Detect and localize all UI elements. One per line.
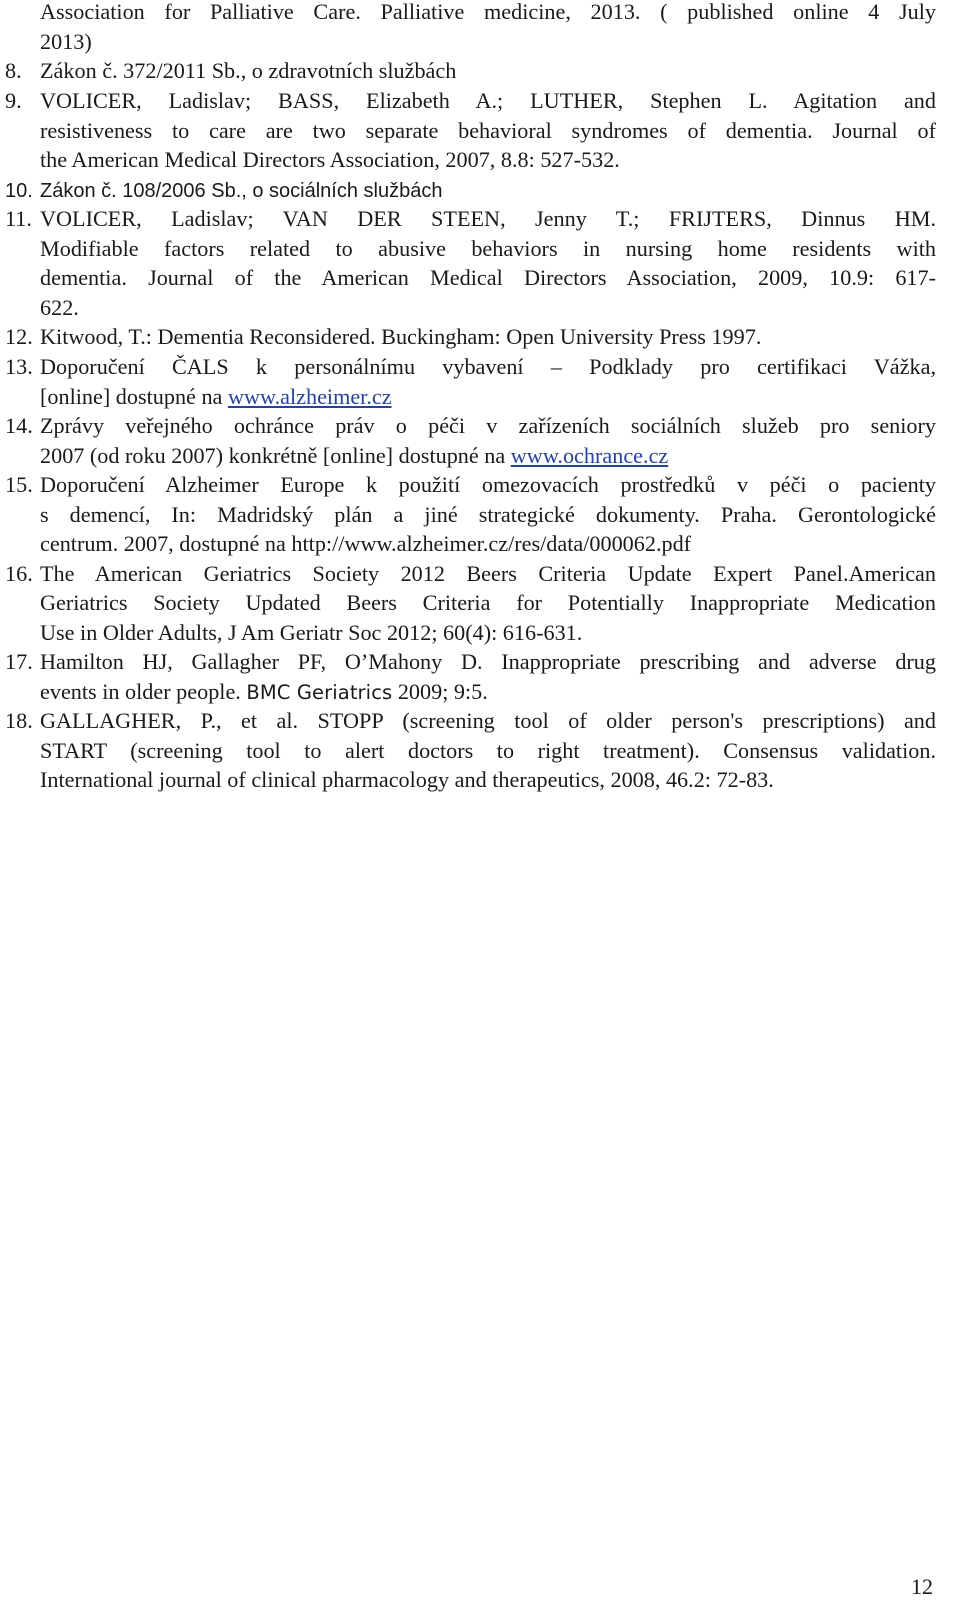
justified-line [5, 470, 936, 500]
reference-number: 18. [5, 708, 33, 733]
reference-text: resistiveness to care are two separate behavioral syndromes of dementia. Journal of [40, 118, 936, 143]
reference-line [40, 293, 936, 323]
reference-item-17 [5, 647, 936, 677]
journal-name: BMC Geriatrics [246, 681, 393, 704]
reference-text: dementia. Journal of the American Medical Directors Association, 2009, 10.9: 617- [40, 265, 936, 290]
reference-item-14 [5, 411, 936, 441]
reference-text: [online] dostupné na [40, 384, 228, 409]
reference-text: Zprávy veřejného ochránce práv o péči v zařízeních sociálních služeb pro seniory [40, 413, 936, 438]
reference-text: Zákon č. 108/2006 Sb. [40, 180, 242, 202]
reference-text: VOLICER, Ladislav; BASS, Elizabeth A.; LUTHER, Stephen L. Agitation and [40, 88, 936, 113]
reference-text: Doporučení ČALS k personálnímu vybavení – Podklady pro certifikaci Vážka, [40, 354, 936, 379]
justified-line [5, 411, 936, 441]
reference-line [40, 234, 936, 264]
reference-line [40, 441, 936, 471]
reference-number: 15. [5, 472, 33, 497]
reference-text: 622. [40, 295, 79, 320]
reference-line [40, 27, 936, 57]
reference-number: 14. [5, 413, 33, 438]
reference-text: , o sociálních službách [241, 180, 443, 202]
reference-text: Zákon č. 372/2011 Sb., o zdravotních službách [40, 58, 457, 83]
reference-item-9 [5, 86, 936, 116]
reference-number: 10. [5, 180, 33, 202]
reference-text: 2013) [40, 29, 92, 54]
reference-item-18 [5, 706, 936, 736]
justified-line [5, 706, 936, 736]
reference-line [40, 529, 936, 559]
reference-line [40, 0, 936, 27]
reference-text: Geriatrics Society Updated Beers Criteria for Potentially Inappropriate Medication [40, 590, 936, 615]
reference-text: Association for Palliative Care. Palliative medicine, 2013. ( published online 4 July [40, 0, 936, 24]
reference-line [40, 116, 936, 146]
reference-text: s demencí, In: Madridský plán a jiné strategické dokumenty. Praha. Gerontologické [40, 502, 936, 527]
reference-item-16 [5, 559, 936, 589]
reference-text: VOLICER, Ladislav; VAN DER STEEN, Jenny T.; FRIJTERS, Dinnus HM. [40, 206, 936, 231]
reference-text: events in older people. [40, 679, 247, 704]
reference-text: Use in Older Adults, J Am Geriatr Soc 2012; 60(4): 616-631. [40, 620, 583, 645]
reference-item-12 [5, 322, 901, 352]
reference-text: centrum. 2007, dostupné na http://www.alzheimer.cz/res/data/000062.pdf [40, 531, 692, 556]
reference-item-10 [5, 175, 901, 206]
alzheimer-link[interactable]: www.alzheimer.cz [227, 384, 392, 409]
reference-number: 16. [5, 561, 33, 586]
justified-line [5, 352, 936, 382]
reference-line [40, 500, 936, 530]
reference-item-13 [5, 352, 936, 382]
reference-text: START (screening tool to alert doctors to right treatment). Consensus validation. [40, 738, 936, 763]
page-number: 12 [911, 1574, 933, 1599]
reference-text: International journal of clinical pharmacology and therapeutics, 2008, 46.2: 72-83. [40, 767, 774, 792]
justified-line [5, 559, 936, 589]
reference-number: 13. [5, 354, 33, 379]
reference-number: 9. [5, 88, 22, 113]
reference-item-8 [5, 56, 901, 86]
reference-text: GALLAGHER, P., et al. STOPP (screening tool of older person's prescriptions) and [40, 708, 936, 733]
ochrance-link[interactable]: www.ochrance.cz [510, 443, 669, 468]
reference-line [40, 736, 936, 766]
reference-text: Doporučení Alzheimer Europe k použití omezovacích prostředků v péči o pacienty [40, 472, 936, 497]
reference-number: 17. [5, 649, 33, 674]
reference-text: Hamilton HJ, Gallagher PF, O’Mahony D. Inappropriate prescribing and adverse drug [40, 649, 936, 674]
reference-text: 2007 (od roku 2007) konkrétně [online] dostupné na [40, 443, 511, 468]
reference-line [40, 618, 936, 648]
reference-line [40, 765, 936, 795]
reference-line [40, 588, 936, 618]
justified-line [5, 204, 936, 234]
reference-number: 11. [5, 206, 32, 231]
reference-text: 2009; 9:5. [392, 679, 488, 704]
reference-line [40, 677, 936, 708]
reference-line [40, 382, 936, 412]
reference-item-11 [5, 204, 936, 234]
reference-line [40, 145, 936, 175]
reference-line [40, 263, 936, 293]
reference-number: 12. [5, 324, 33, 349]
reference-text: the American Medical Directors Association, 2007, 8.8: 527-532. [40, 147, 620, 172]
justified-line [5, 86, 936, 116]
reference-text: The American Geriatrics Society 2012 Beers Criteria Update Expert Panel.American [40, 561, 936, 586]
reference-text: Modifiable factors related to abusive behaviors in nursing home residents with [40, 236, 936, 261]
reference-text: Kitwood, T.: Dementia Reconsidered. Buckingham: Open University Press 1997. [40, 324, 762, 349]
reference-number: 8. [5, 58, 22, 83]
reference-item-15 [5, 470, 936, 500]
justified-line [5, 647, 936, 677]
